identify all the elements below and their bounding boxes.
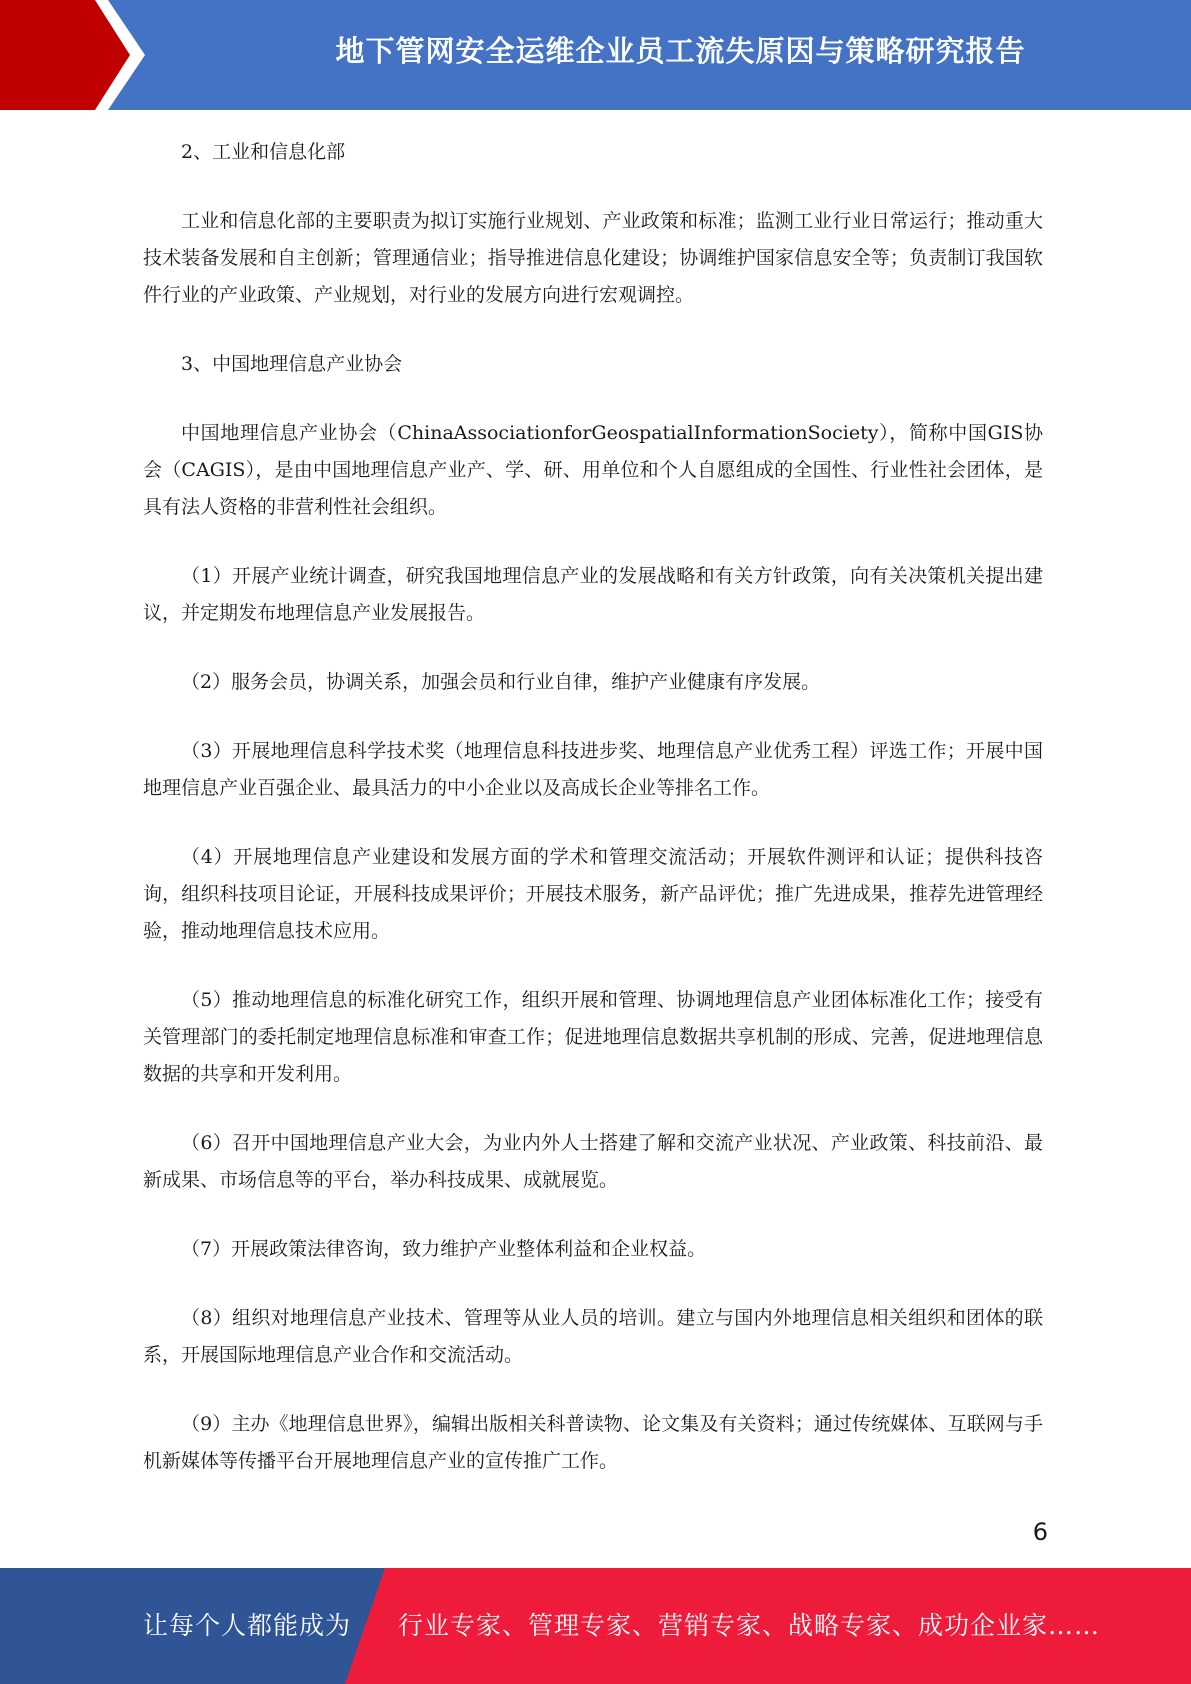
header-arrow-decoration <box>0 0 160 110</box>
paragraph-cagis-intro: 中国地理信息产业协会（ChinaAssociationforGeospatialInformationSociety），简称中国GIS协会（CAGIS），是由中国地理信息产业产、学、研、用单位和个人自愿组成的全国性、行业性社会团体，是具有法人资格的非营利性社会组织。 <box>143 422 1043 518</box>
paragraph-item-8: （8）组织对地理信息产业技术、管理等从业人员的培训。建立与国内外地理信息相关组织和团体的联系，开展国际地理信息产业合作和交流活动。 <box>143 1307 1043 1366</box>
document-body <box>143 134 1043 1512</box>
section-heading-cagis: 3、中国地理信息产业协会 <box>181 353 403 375</box>
paragraph-item-2: （2）服务会员，协调关系，加强会员和行业自律，维护产业健康有序发展。 <box>181 671 821 693</box>
page-header <box>0 0 1191 110</box>
paragraph-miit-duties: 工业和信息化部的主要职责为拟订实施行业规划、产业政策和标准；监测工业行业日常运行；推动重大技术装备发展和自主创新；管理通信业；指导推进信息化建设；协调维护国家信息安全等；负责制订我国软件行业的产业政策、产业规划，对行业的发展方向进行宏观调控。 <box>143 210 1043 306</box>
paragraph-item-1: （1）开展产业统计调查，研究我国地理信息产业的发展战略和有关方针政策，向有关决策机关提出建议，并定期发布地理信息产业发展报告。 <box>143 565 1043 624</box>
footer-slogan-left: 让每个人都能成为 <box>143 1611 352 1640</box>
paragraph-item-6: （6）召开中国地理信息产业大会，为业内外人士搭建了解和交流产业状况、产业政策、科技前沿、最新成果、市场信息等的平台，举办科技成果、成就展览。 <box>143 1132 1043 1191</box>
paragraph-item-3: （3）开展地理信息科学技术奖（地理信息科技进步奖、地理信息产业优秀工程）评选工作；开展中国地理信息产业百强企业、最具活力的中小企业以及高成长企业等排名工作。 <box>143 740 1043 799</box>
section-heading-miit: 2、工业和信息化部 <box>181 141 346 163</box>
paragraph-item-7: （7）开展政策法律咨询，致力维护产业整体利益和企业权益。 <box>181 1238 707 1260</box>
paragraph-item-5: （5）推动地理信息的标准化研究工作，组织开展和管理、协调地理信息产业团体标准化工作；接受有关管理部门的委托制定地理信息标准和审查工作；促进地理信息数据共享机制的形成、完善，促进地理信息数据的共享和开发利用。 <box>143 989 1043 1085</box>
paragraph-item-4: （4）开展地理信息产业建设和发展方面的学术和管理交流活动；开展软件测评和认证；提供科技咨询，组织科技项目论证，开展科技成果评价；开展技术服务，新产品评优；推广先进成果，推荐先进管理经验，推动地理信息技术应用。 <box>143 846 1043 942</box>
page-number: 6 <box>1032 1518 1048 1546</box>
page-footer <box>0 1568 1191 1684</box>
footer-slogan-right: 行业专家、管理专家、营销专家、战略专家、成功企业家…… <box>398 1611 1101 1640</box>
document-title: 地下管网安全运维企业员工流失原因与策略研究报告 <box>335 34 1026 68</box>
paragraph-item-9: （9）主办《地理信息世界》，编辑出版相关科普读物、论文集及有关资料；通过传统媒体、互联网与手机新媒体等传播平台开展地理信息产业的宣传推广工作。 <box>143 1413 1043 1472</box>
